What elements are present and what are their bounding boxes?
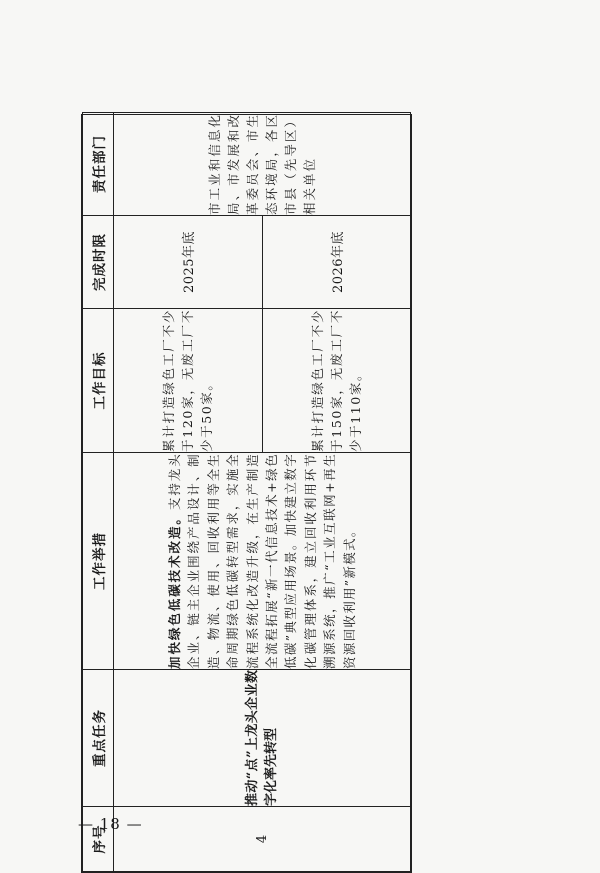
work-plan-table: [81, 114, 412, 873]
header-goal: 工作目标: [83, 309, 114, 453]
table-header-row: [83, 113, 114, 872]
table-row: [114, 113, 263, 872]
header-index: 序号: [83, 807, 114, 872]
header-measure: 工作举措: [83, 453, 114, 670]
table: [82, 112, 411, 872]
goal-2025: 累计打造绿色工厂不少于120家，无废工厂不少于50家。: [114, 309, 263, 453]
deadline-2026: 2026年底: [262, 216, 411, 309]
work-measure: [114, 453, 411, 670]
header-deadline: 完成时限: [83, 216, 114, 309]
row-index: 4: [114, 807, 411, 872]
key-task: 推动“点”上龙头企业数字化率先转型: [114, 670, 411, 807]
responsible-dept: 市工业和信息化局、市发展和改革委员会、市生态环境局，各区市县（先导区）相关单位: [114, 113, 411, 216]
page-number: — 18 —: [78, 815, 143, 833]
header-dept: 责任部门: [83, 113, 114, 216]
header-task: 重点任务: [83, 670, 114, 807]
deadline-2025: 2025年底: [114, 216, 263, 309]
work-measure-title: 加快绿色低碳技术改造。: [166, 510, 182, 669]
work-measure-body: 支持龙头企业、链主企业围绕产品设计、制造、物流、使用、回收利用等全生命周期绿色低碳转型需求，实施全流程系统化改造升级，在生产制造全流程拓展“新一代信息技术+绿色低碳”典型应用场景。加快建立数字化碳管理体系，建立回收利用环节溯源系统，推广“工业互联网+再生资源回收利用”新模式。: [166, 452, 357, 669]
goal-2026: 累计打造绿色工厂不少于150家，无废工厂不少于110家。: [262, 309, 411, 453]
